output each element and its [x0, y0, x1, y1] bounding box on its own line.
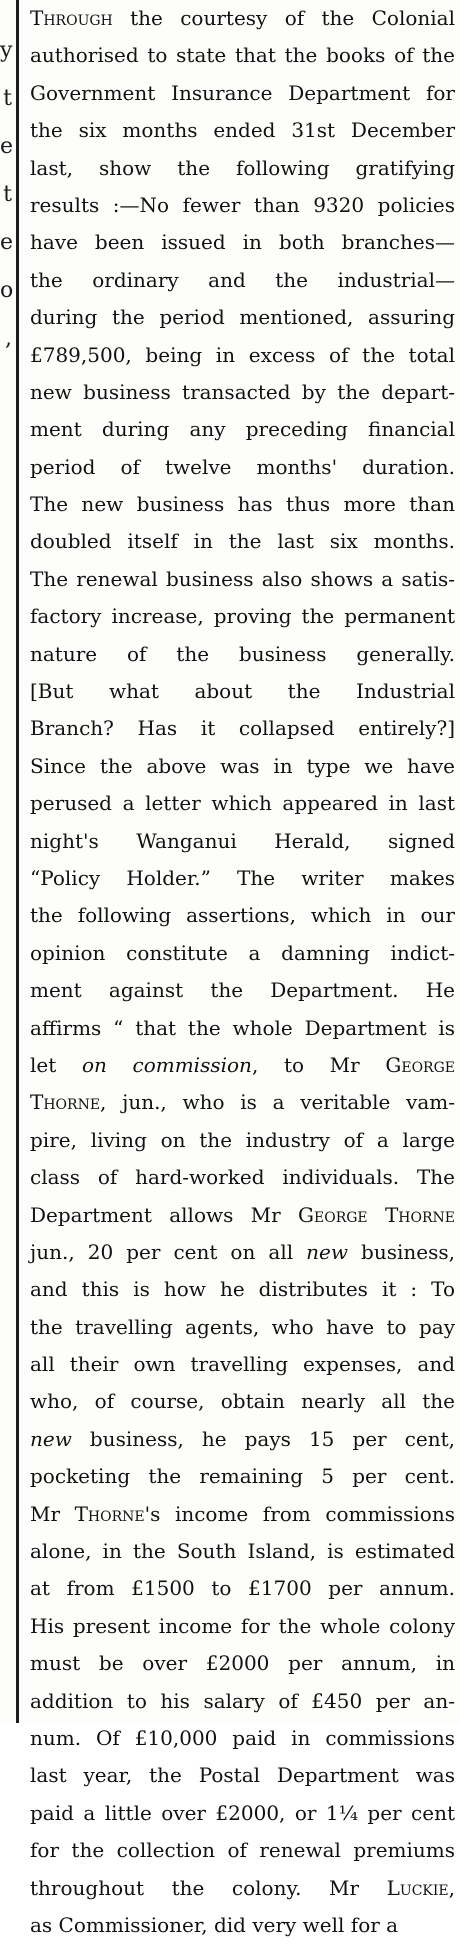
text-run: period of twelve months' duration. — [30, 454, 455, 479]
text-run: Government Insurance Department for — [30, 80, 455, 105]
text-run: Luckie — [386, 1875, 449, 1900]
adjacent-column-fragment: e — [0, 230, 14, 255]
article-line — [30, 37, 455, 74]
text-run: “Policy Holder.” The writer makes — [30, 865, 455, 890]
text-run: at from £1500 to £1700 per annum. — [30, 1576, 455, 1601]
article-line — [30, 1122, 455, 1159]
text-run: alone, in the South Island, is estimated — [30, 1539, 455, 1564]
adjacent-column-fragment: y — [0, 38, 13, 63]
article-line — [30, 636, 455, 673]
article-line — [30, 486, 455, 523]
article-line — [30, 785, 455, 822]
text-run: nature of the business generally. — [30, 641, 455, 666]
text-run: Thorne — [74, 1501, 145, 1526]
text-run: throughout the colony. Mr — [30, 1875, 387, 1900]
article-line — [30, 1608, 455, 1645]
text-run: the ordinary and the industrial— — [30, 267, 455, 292]
article-line — [30, 411, 455, 448]
text-run: last year, the Postal Department was — [30, 1763, 455, 1788]
text-run: , jun., who is a veritable vam- — [100, 1090, 455, 1115]
text-run: the courtesy of the Colonial — [112, 6, 455, 30]
text-run: doubled itself in the last six months. — [30, 529, 455, 554]
text-run: results :—No fewer than 9320 policies — [30, 192, 455, 217]
article-line — [30, 1832, 455, 1869]
article-line — [30, 1907, 455, 1944]
article-line — [30, 1047, 455, 1084]
text-run: Mr — [30, 1501, 75, 1526]
article-line — [30, 710, 455, 747]
article-line — [30, 1010, 455, 1047]
article-line — [30, 449, 455, 486]
article-line — [30, 523, 455, 560]
article-line — [30, 1383, 455, 1420]
article-line — [30, 1458, 455, 1495]
adjacent-column-fragment: , — [5, 326, 12, 351]
adjacent-column-fragment: t — [3, 86, 12, 111]
article-line — [30, 150, 455, 187]
article-line — [30, 1496, 455, 1533]
text-run: factory increase, proving the permanent — [30, 604, 455, 629]
article-line — [30, 972, 455, 1009]
article-line — [30, 299, 455, 336]
article-line — [30, 1645, 455, 1682]
text-run: £789,500, being in excess of the total — [30, 342, 455, 367]
article-line — [30, 1870, 455, 1907]
article-line — [30, 673, 455, 710]
text-run: authorised to state that the books of the — [30, 43, 455, 68]
article-line — [30, 561, 455, 598]
adjacent-column-fragment: e — [0, 134, 14, 159]
text-run: opinion constitute a damning indict- — [30, 940, 455, 965]
text-run: George — [385, 1052, 455, 1077]
article-line — [30, 1795, 455, 1832]
text-run: The new business has thus more than — [30, 492, 455, 517]
article-line — [30, 1683, 455, 1720]
article-line — [30, 337, 455, 374]
text-run: addition to his salary of £450 per an- — [30, 1688, 455, 1713]
article-line — [30, 598, 455, 635]
text-run: num. Of £10,000 paid in commissions — [30, 1725, 455, 1750]
article-line — [30, 187, 455, 224]
text-run: perused a letter which appeared in last — [30, 791, 455, 816]
text-run: new — [306, 1239, 348, 1264]
text-run: who, of course, obtain nearly all the — [30, 1389, 455, 1414]
article-column — [30, 0, 455, 1937]
text-run: during the period mentioned, assuring — [30, 305, 455, 330]
text-run: pire, living on the industry of a large — [30, 1127, 455, 1152]
text-run: George Thorne — [298, 1202, 455, 1227]
article-line — [30, 823, 455, 860]
text-run: business, — [348, 1239, 455, 1264]
text-run: 's income from commissions — [144, 1501, 455, 1526]
article-line — [30, 1421, 455, 1458]
adjacent-column-fragment: t — [3, 182, 12, 207]
article-line — [30, 1271, 455, 1308]
text-run: all their own travelling expenses, and — [30, 1352, 455, 1377]
text-run: the travelling agents, who have to pay — [30, 1314, 455, 1339]
article-line — [30, 1533, 455, 1570]
text-run: Branch? Has it collapsed entirely?] — [30, 716, 455, 741]
text-run: new business transacted by the depart- — [30, 379, 455, 404]
text-run: Through — [30, 6, 113, 30]
text-run: , — [448, 1875, 455, 1900]
text-run: Department allows Mr — [30, 1202, 299, 1227]
adjacent-column-fragment: o — [0, 278, 14, 303]
article-line — [30, 224, 455, 261]
article-line — [30, 75, 455, 112]
text-run: on commission — [81, 1052, 252, 1077]
article-line — [30, 1720, 455, 1757]
column-rule — [16, 0, 19, 1723]
text-run: The renewal business also shows a satis- — [30, 566, 455, 591]
text-run: affirms “ that the whole Department is — [30, 1015, 455, 1040]
article-line — [30, 1234, 455, 1271]
article-line — [30, 935, 455, 972]
article-line — [30, 374, 455, 411]
article-line — [30, 748, 455, 785]
article-line — [30, 1309, 455, 1346]
adjacent-column-fragments — [0, 0, 12, 1723]
article-line — [30, 112, 455, 149]
text-run: pocketing the remaining 5 per cent. — [30, 1464, 455, 1489]
text-run: Thorne — [30, 1090, 101, 1115]
text-run: have been issued in both branches— — [30, 230, 455, 255]
article-line — [30, 860, 455, 897]
text-run: as Commissioner, did very well for a — [30, 1912, 399, 1937]
text-run: the following assertions, which in our — [30, 903, 455, 928]
text-run: ment against the Department. He — [30, 978, 455, 1003]
article-line — [30, 262, 455, 299]
article-line — [30, 1084, 455, 1121]
article-line — [30, 1346, 455, 1383]
text-run: the six months ended 31st December — [30, 118, 455, 143]
text-run: must be over £2000 per annum, in — [30, 1651, 455, 1676]
article-line — [30, 1197, 455, 1234]
text-run: His present income for the whole colony — [30, 1613, 455, 1638]
text-run: jun., 20 per cent on all — [30, 1239, 307, 1264]
text-run: , to Mr — [251, 1052, 386, 1077]
text-run: business, he pays 15 per cent, — [71, 1426, 455, 1451]
text-run: paid a little over £2000, or 1¼ per cent — [30, 1800, 455, 1825]
article-line — [30, 1570, 455, 1607]
article-line — [30, 897, 455, 934]
text-run: [But what about the Industrial — [30, 679, 455, 704]
text-run: for the collection of renewal premiums — [30, 1838, 455, 1863]
text-run: Since the above was in type we have — [30, 753, 455, 778]
text-run: night's Wanganui Herald, signed — [30, 828, 455, 853]
text-run: class of hard-worked individuals. The — [30, 1165, 455, 1190]
article-line — [30, 0, 455, 37]
text-run: last, show the following gratifying — [30, 155, 455, 180]
text-run: and this is how he distributes it : To — [30, 1277, 455, 1302]
text-run: ment during any preceding financial — [30, 417, 455, 442]
text-run: let — [30, 1052, 82, 1077]
text-run: new — [30, 1426, 72, 1451]
article-line — [30, 1159, 455, 1196]
article-line — [30, 1757, 455, 1794]
